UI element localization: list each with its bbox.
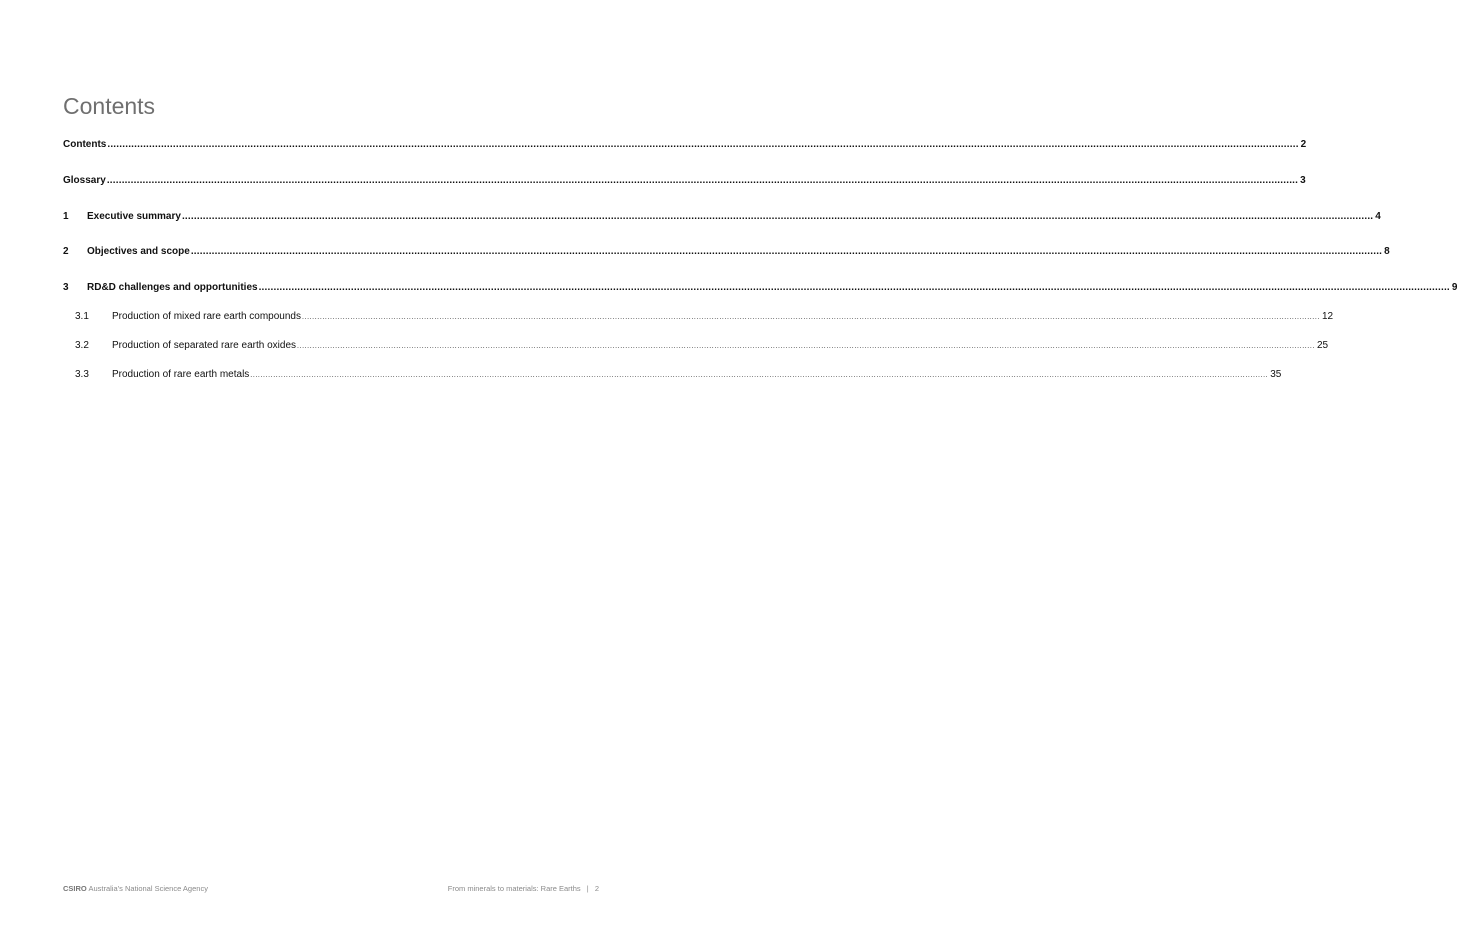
toc-entry-objectives-and-scope[interactable] xyxy=(63,243,1390,261)
toc-entry-page: 2 xyxy=(1300,139,1307,150)
toc-entry-title: Glossary xyxy=(63,175,106,186)
toc-entry-title: Production of mixed rare earth compounds xyxy=(112,311,301,322)
toc-entry-rare-earth-metals[interactable] xyxy=(63,366,1282,384)
footer-org-tagline: Australia’s National Science Agency xyxy=(88,884,208,893)
toc-leader-dots: ................................................................................................................................................................................................................................................................................................................................................................................................................ xyxy=(297,343,1315,350)
toc-leader-dots: ................................................................................................................................................................................................................................................................................................................................................................................................................ xyxy=(190,246,1383,257)
toc-entry-page: 35 xyxy=(1270,369,1282,380)
toc-leader-dots: ................................................................................................................................................................................................................................................................................................................................................................................................................ xyxy=(302,314,1320,321)
toc-entry-title: Objectives and scope xyxy=(87,246,190,257)
toc-entry-executive-summary[interactable] xyxy=(63,208,1381,226)
page-title: Contents xyxy=(63,93,156,119)
toc-entry-number: 3.1 xyxy=(75,311,89,322)
footer-org xyxy=(63,882,208,896)
toc-entry-mixed-compounds[interactable] xyxy=(63,308,1334,326)
toc-leader-dots: ................................................................................................................................................................................................................................................................................................................................................................................................................ xyxy=(107,139,1299,150)
toc-entry-number: 2 xyxy=(63,246,69,257)
toc-entry-page: 4 xyxy=(1375,211,1381,222)
footer-doc-title: From minerals to materials: Rare Earths xyxy=(447,884,581,893)
toc-leader-dots: ................................................................................................................................................................................................................................................................................................................................................................................................................ xyxy=(250,372,1269,379)
toc-entry-title: Contents xyxy=(63,139,107,150)
toc-entry-title: Production of separated rare earth oxides xyxy=(112,340,296,351)
toc-leader-dots: ................................................................................................................................................................................................................................................................................................................................................................................................................ xyxy=(106,175,1299,186)
toc-entry-page: 12 xyxy=(1321,311,1334,322)
toc-entry-page: 3 xyxy=(1300,175,1306,186)
toc-entry-rdd-challenges[interactable] xyxy=(63,279,1457,297)
toc-entry-number: 3.2 xyxy=(75,340,89,351)
toc-entry-contents[interactable] xyxy=(63,136,1307,154)
toc-entry-glossary[interactable] xyxy=(63,172,1306,190)
toc-entry-title: Executive summary xyxy=(87,211,181,222)
footer-separator: | xyxy=(586,884,589,893)
toc-leader-dots: ................................................................................................................................................................................................................................................................................................................................................................................................................ xyxy=(181,211,1374,222)
toc-entry-page: 25 xyxy=(1316,340,1329,351)
footer-page-number: 2 xyxy=(594,884,599,893)
toc-entry-number: 3 xyxy=(63,282,69,293)
page-footer xyxy=(63,882,599,896)
toc-entry-title: Production of rare earth metals xyxy=(112,369,250,380)
toc-entry-separated-oxides[interactable] xyxy=(63,337,1329,355)
footer-org-name: CSIRO xyxy=(63,884,87,893)
toc-entry-title: RD&D challenges and opportunities xyxy=(87,282,258,293)
toc-entry-page: 8 xyxy=(1384,246,1390,257)
toc-entry-number: 1 xyxy=(63,211,69,222)
toc-entry-page: 9 xyxy=(1451,282,1457,293)
toc-leader-dots: ................................................................................................................................................................................................................................................................................................................................................................................................................ xyxy=(258,282,1450,293)
footer-doc-info xyxy=(448,882,599,896)
toc-entry-number: 3.3 xyxy=(75,369,89,380)
